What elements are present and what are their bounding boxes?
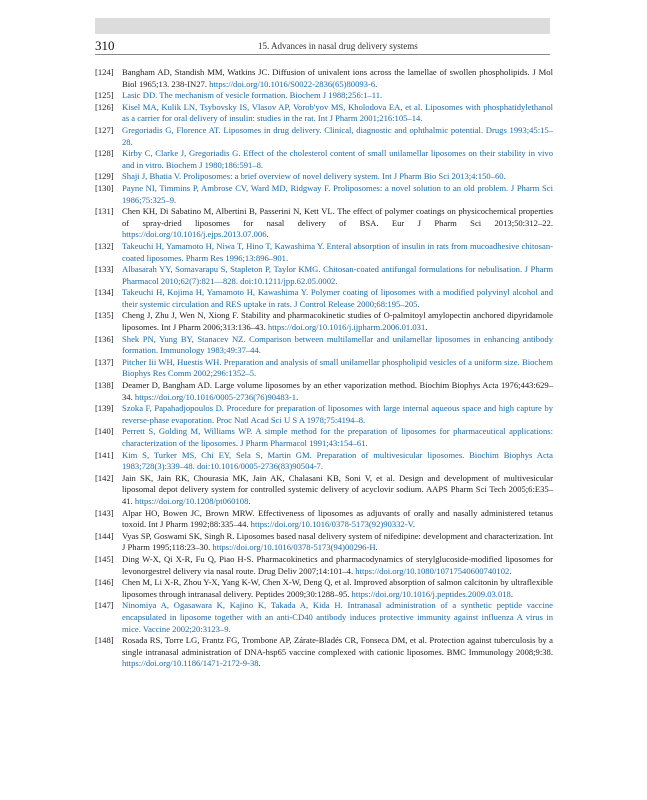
reference-item (95, 508, 553, 531)
reference-number: [131] (95, 206, 114, 217)
reference-number: [148] (95, 635, 114, 646)
doi-link[interactable]: https://doi.org/10.1016/j.ijpharm.2006.01.031 (267, 322, 426, 333)
reference-number: [129] (95, 171, 114, 182)
reference-body[interactable] (122, 241, 553, 264)
reference-body[interactable] (122, 102, 553, 125)
reference-text: Deamer D, Bangham AD. Large volume liposomes by an ether vaporization method. Biochim Biophys Acta 1976;443:629–34. (122, 380, 553, 402)
reference-number: [134] (95, 287, 114, 298)
doi-link[interactable]: https://doi.org/10.1016/0378-5173(94)00296-H (212, 542, 376, 553)
reference-text[interactable]: Kirby C, Clarke J, Gregoriadis G. Effect of the cholesterol content of small unilamellar liposomes on their stability in vivo and in vitro. Biochem J 1980;186:591–8. (122, 148, 553, 170)
reference-item (95, 125, 553, 148)
reference-number: [147] (95, 600, 114, 611)
reference-body[interactable] (122, 600, 553, 635)
reference-body[interactable] (122, 450, 553, 473)
reference-number: [130] (95, 182, 114, 193)
reference-body[interactable] (122, 403, 553, 426)
doi-link[interactable]: https://doi.org/10.1208/pt060108 (134, 495, 249, 506)
reference-body[interactable] (122, 171, 553, 183)
reference-text: Ding W-X, Qi X-R, Fu Q, Piao H-S. Pharmacokinetics and pharmacodynamics of sterylglucoside-modified liposomes for levonorgestrel delivery via nasal route. Drug Deliv 2007;14:101–4. (122, 553, 553, 576)
reference-text[interactable]: Szoka F, Papahadjopoulos D. Procedure for preparation of liposomes with large internal aqueous space and high capture by reverse-phase evaporation. Proc Natl Acad Sci U S A 1978;75:4194–8. (122, 403, 553, 425)
reference-text: Jain SK, Jain RK, Chourasia MK, Jain AK, Chalasani KB, Soni V, et al. Design and development of multivesicular liposomal depot delivery system for controlled systemic delivery of acyclovir sodium. AAPS Pharm Sci Tech 2005;6:E35–41. (122, 472, 553, 506)
reference-item (95, 554, 553, 577)
reference-tail: . (248, 495, 251, 506)
reference-number: [145] (95, 553, 114, 564)
reference-text[interactable]: Kim S, Turker MS, Chi EY, Sela S, Martin GM. Preparation of multivesicular liposomes. Biochim Biophys Acta 1983;728(3):339–48. doi:10.1016/0005-2736(83)90504-7. (122, 449, 553, 472)
reference-item (95, 473, 553, 508)
reference-body[interactable] (122, 287, 553, 310)
reference-text[interactable]: Takeuchi H, Yamamoto H, Niwa T, Hino T, Kawashima Y. Enteral absorption of insulin in rats from mucoadhesive chitosan-coated liposomes. Pharm Res 1996;13:896–901. (122, 240, 553, 263)
reference-body (122, 310, 553, 333)
reference-number: [142] (95, 472, 114, 483)
reference-number: [135] (95, 310, 114, 321)
reference-number: [125] (95, 90, 114, 101)
reference-item (95, 310, 553, 333)
reference-number: [141] (95, 449, 114, 460)
reference-item (95, 450, 553, 473)
reference-item (95, 264, 553, 287)
reference-tail: . (510, 588, 514, 599)
reference-tail: . (266, 229, 269, 240)
reference-number: [139] (95, 403, 114, 414)
reference-number: [144] (95, 530, 114, 541)
reference-text[interactable]: Perrett S, Golding M, Williams WP. A simple method for the preparation of liposomes for pharmaceutical applications: characterization of the liposomes. J Pharm Pharmacol 1991;43:154–61. (122, 426, 553, 448)
reference-number: [124] (95, 67, 114, 77)
reference-item (95, 206, 553, 241)
reference-text: Rosada RS, Torre LG, Frantz FG, Trombone AP, Zárate-Bladés CR, Fonseca DM, et al. Protection against tuberculosis by a single intranasal administration of DNA-hsp65 vaccine complexed with cationic liposomes. BMC Immunology 2008;9:38. (122, 635, 553, 657)
top-banner-bar (95, 18, 550, 34)
reference-number: [138] (95, 380, 114, 391)
doi-link[interactable]: https://doi.org/10.1186/1471-2172-9-38 (122, 658, 259, 669)
reference-body (122, 473, 553, 508)
reference-number: [136] (95, 333, 114, 344)
doi-link[interactable]: https://doi.org/10.1080/10717540600740102 (355, 565, 510, 576)
reference-tail: . (375, 78, 378, 89)
reference-body (122, 206, 553, 241)
reference-item (95, 635, 553, 670)
reference-body (122, 554, 553, 577)
reference-text[interactable]: Gregoriadis G, Florence AT. Liposomes in drug delivery. Clinical, diagnostic and ophthalmic potential. Drugs 1993;45:15–28. (122, 124, 553, 147)
reference-number: [128] (95, 148, 114, 159)
reference-item (95, 403, 553, 426)
reference-item (95, 287, 553, 310)
reference-number: [143] (95, 507, 114, 518)
reference-body (122, 380, 553, 403)
reference-body[interactable] (122, 264, 553, 287)
reference-tail: . (412, 519, 415, 530)
reference-text[interactable]: Payne NI, Timmins P, Ambrose CV, Ward MD, Ridgway F. Proliposomes: a novel solution to an old problem. J Pharm Sci 1986;75:325–9. (122, 182, 553, 205)
reference-item (95, 241, 553, 264)
reference-text[interactable]: Ninomiya A, Ogasawara K, Kajino K, Takada A, Kida H. Intranasal administration of a synthetic peptide vaccine encapsulated in liposome together with an anti-CD40 antibody induces protective immunity against influenza A virus in mice. Vaccine 2002;20:3123–9. (122, 600, 553, 634)
doi-link[interactable]: https://doi.org/10.1016/j.ejps.2013.07.006 (122, 229, 267, 240)
reference-text: Cheng J, Zhu J, Wen N, Xiong F. Stability and pharmacokinetic studies of O-palmitoyl amylopectin anchored dipyridamole liposomes. Int J Pharm 2006;313:136–43. (122, 310, 553, 333)
reference-item (95, 531, 553, 554)
reference-item (95, 183, 553, 206)
page-number: 310 (95, 38, 115, 53)
reference-body[interactable] (122, 357, 553, 380)
reference-item (95, 380, 553, 403)
reference-number: [127] (95, 124, 114, 135)
reference-body (122, 635, 553, 670)
reference-text: Vyas SP, Goswami SK, Singh R. Liposomes based nasal delivery system of nifedipine: development and characterization. Int J Pharm 1995;118:23–30. (122, 530, 553, 553)
reference-tail: . (296, 391, 299, 402)
reference-text: Alpar HO, Bowen JC, Brown MRW. Effectiveness of liposomes as adjuvants of orally and nasally administered tetanus toxoid. Int J Pharm 1992;88:335–44. (122, 507, 553, 530)
reference-text[interactable]: Shaji J, Bhatia V. Proliposomes: a brief overview of novel delivery system. Int J Pharm Bio Sci 2013;4:150–60. (122, 171, 506, 182)
doi-link[interactable]: https://doi.org/10.1016/0378-5173(92)90332-V (250, 519, 413, 530)
reference-body[interactable] (122, 90, 553, 102)
reference-text[interactable]: Pitcher Iii WH, Huestis WH. Preparation and analysis of small unilamellar phospholipid vesicles of a uniform size. Biochem Biophys Res Comm 2002;296:1352–5. (122, 356, 553, 379)
reference-item (95, 577, 553, 600)
reference-body[interactable] (122, 426, 553, 449)
running-head: 15. Advances in nasal drug delivery systems (258, 41, 418, 51)
reference-body (122, 67, 553, 90)
header-rule (95, 54, 550, 55)
reference-item (95, 67, 553, 90)
reference-number: [146] (95, 577, 114, 588)
reference-number: [137] (95, 356, 114, 367)
reference-text[interactable]: Shek PN, Yung BY, Stanacev NZ. Comparison between multilamellar and unilamellar liposomes in enhancing antibody formation. Immunology 1983;49:37–44. (122, 333, 553, 356)
reference-body (122, 508, 553, 531)
reference-number: [126] (95, 101, 114, 112)
reference-body[interactable] (122, 183, 553, 206)
reference-body[interactable] (122, 125, 553, 148)
reference-item (95, 90, 553, 102)
reference-item (95, 102, 553, 125)
reference-text[interactable]: Kisel MA, Kulik LN, Tsybovsky IS, Vlasov AP, Vorob'yov MS, Kholodova EA, et al. Liposomes with phosphatidylethanol as a carrier for oral delivery of insulin: studies in the rat. Int J Pharm 2001;216:105–14. (122, 101, 553, 124)
reference-number: [132] (95, 240, 114, 251)
reference-number: [133] (95, 264, 114, 275)
doi-link[interactable]: https://doi.org/10.1016/0005-2736(76)90483-1 (134, 391, 297, 402)
doi-link[interactable]: https://doi.org/10.1016/S0022-2836(65)80093-6 (209, 78, 376, 89)
reference-tail: . (375, 542, 378, 553)
reference-body[interactable] (122, 148, 553, 171)
reference-tail: . (258, 658, 261, 669)
reference-item (95, 600, 553, 635)
reference-text[interactable]: Lasic DD. The mechanism of vesicle formation. Biochem J 1988;256:1–11. (122, 90, 383, 101)
reference-list (95, 67, 553, 670)
reference-item (95, 334, 553, 357)
reference-item (95, 426, 553, 449)
reference-body (122, 577, 553, 600)
reference-number: [140] (95, 426, 114, 437)
reference-text: Chen M, Li X-R, Zhou Y-X, Yang K-W, Chen X-W, Deng Q, et al. Improved absorption of salmon calcitonin by ultraflexible liposomes through intranasal delivery. Peptides 2009;30:1288–95. (122, 577, 553, 599)
reference-item (95, 171, 553, 183)
reference-item (95, 148, 553, 171)
reference-text: Bangham AD, Standish MM, Watkins JC. Diffusion of univalent ions across the lamellae of swollen phospholipids. J Mol Biol 1965;13. 238-IN27. (122, 67, 553, 89)
reference-tail: . (425, 322, 428, 333)
reference-body[interactable] (122, 334, 553, 357)
reference-text[interactable]: Albasarah YY, Somavarapu S, Stapleton P, Taylor KMG. Chitosan-coated antifungal formulations for nebulisation. J Pharm Pharmacol 2010;62(7):821—828. doi:10.1211/jpp.62.05.0002. (122, 264, 553, 286)
reference-item (95, 357, 553, 380)
reference-text: Chen KH, Di Sabatino M, Albertini B, Passerini N, Kett VL. The effect of polymer coatings on physicochemical properties of spray-dried liposomes for nasal delivery of BSA. Eur J Pharm Sci 2013;50:312–22. (122, 206, 553, 228)
doi-link[interactable]: https://doi.org/10.1016/j.peptides.2009.03.018 (351, 588, 511, 599)
reference-body (122, 531, 553, 554)
reference-tail: . (509, 565, 512, 576)
reference-text[interactable]: Takeuchi H, Kojima H, Yamamoto H, Kawashima Y. Polymer coating of liposomes with a modified polyvinyl alcohol and their systemic circulation and RES uptake in rats. J Control Release 2000;68:195–205. (122, 287, 553, 309)
